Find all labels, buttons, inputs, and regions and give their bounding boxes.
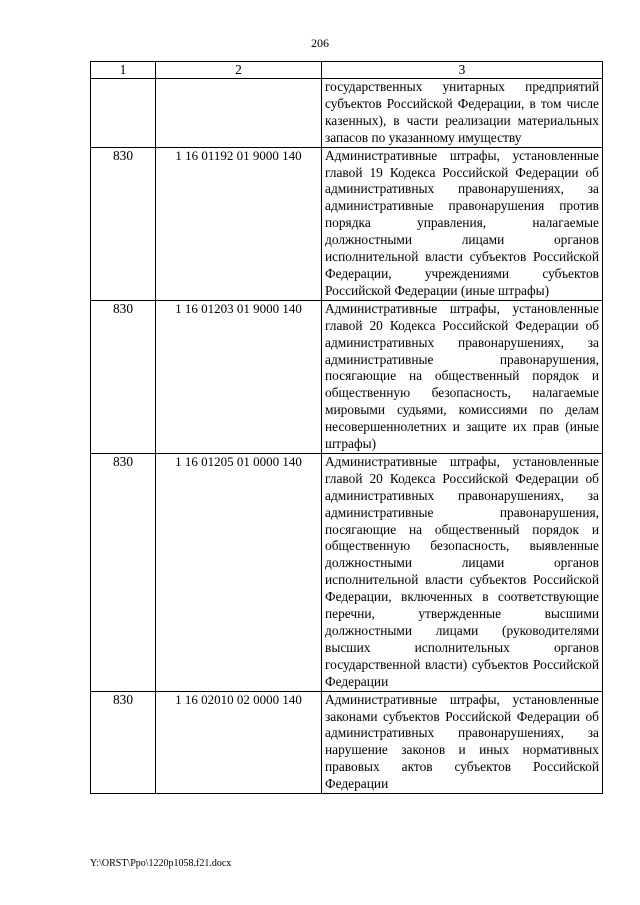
table-row	[91, 300, 603, 453]
column-header-3: 3	[322, 62, 603, 79]
description-cell: государственных унитарных предприятий субъектов Российской Федерации, в том числе казенных), в части реализации материальных запасов по указанному имуществу	[322, 79, 603, 148]
budget-code-cell	[156, 79, 322, 148]
budget-codes-table	[90, 61, 603, 794]
budget-code-cell: 1 16 01205 01 0000 140	[156, 453, 322, 691]
admin-code-cell: 830	[91, 147, 156, 300]
table-row	[91, 79, 603, 148]
admin-code-cell	[91, 79, 156, 148]
footer-file-path: Y:\ORST\Ppo\1220p1058.f21.docx	[90, 858, 232, 869]
table-row	[91, 453, 603, 691]
table-row	[91, 691, 603, 793]
description-cell: Административные штрафы, установленные главой 20 Кодекса Российской Федерации об административных правонарушениях, за административные правонарушения, посягающие на общественный порядок и общественную безопасность, налагаемые мировыми судьями, комиссиями по делам несовершеннолетних и защите их прав (иные штрафы)	[322, 300, 603, 453]
admin-code-cell: 830	[91, 453, 156, 691]
page-number: 206	[311, 36, 329, 50]
budget-code-cell: 1 16 02010 02 0000 140	[156, 691, 322, 793]
admin-code-cell: 830	[91, 300, 156, 453]
column-header-2: 2	[156, 62, 322, 79]
table-header-row	[91, 62, 603, 79]
admin-code-cell: 830	[91, 691, 156, 793]
description-cell: Административные штрафы, установленные главой 20 Кодекса Российской Федерации об административных правонарушениях, за административные правонарушения, посягающие на общественный порядок и общественную безопасность, выявленные должностными лицами органов исполнительной власти субъектов Российской Федерации, включенных в соответствующие перечни, утвержденные высшими должностными лицами (руководителями высших исполнительных органов государственной власти) субъектов Российской Федерации	[322, 453, 603, 691]
budget-code-cell: 1 16 01192 01 9000 140	[156, 147, 322, 300]
description-cell: Административные штрафы, установленные законами субъектов Российской Федерации об административных правонарушениях, за нарушение законов и иных нормативных правовых актов субъектов Российской Федерации	[322, 691, 603, 793]
table-row	[91, 147, 603, 300]
column-header-1: 1	[91, 62, 156, 79]
budget-code-cell: 1 16 01203 01 9000 140	[156, 300, 322, 453]
description-cell: Административные штрафы, установленные главой 19 Кодекса Российской Федерации об административных правонарушениях, за административные правонарушения против порядка управления, налагаемые должностными лицами органов исполнительной власти субъектов Российской Федерации, учреждениями субъектов Российской Федерации (иные штрафы)	[322, 147, 603, 300]
